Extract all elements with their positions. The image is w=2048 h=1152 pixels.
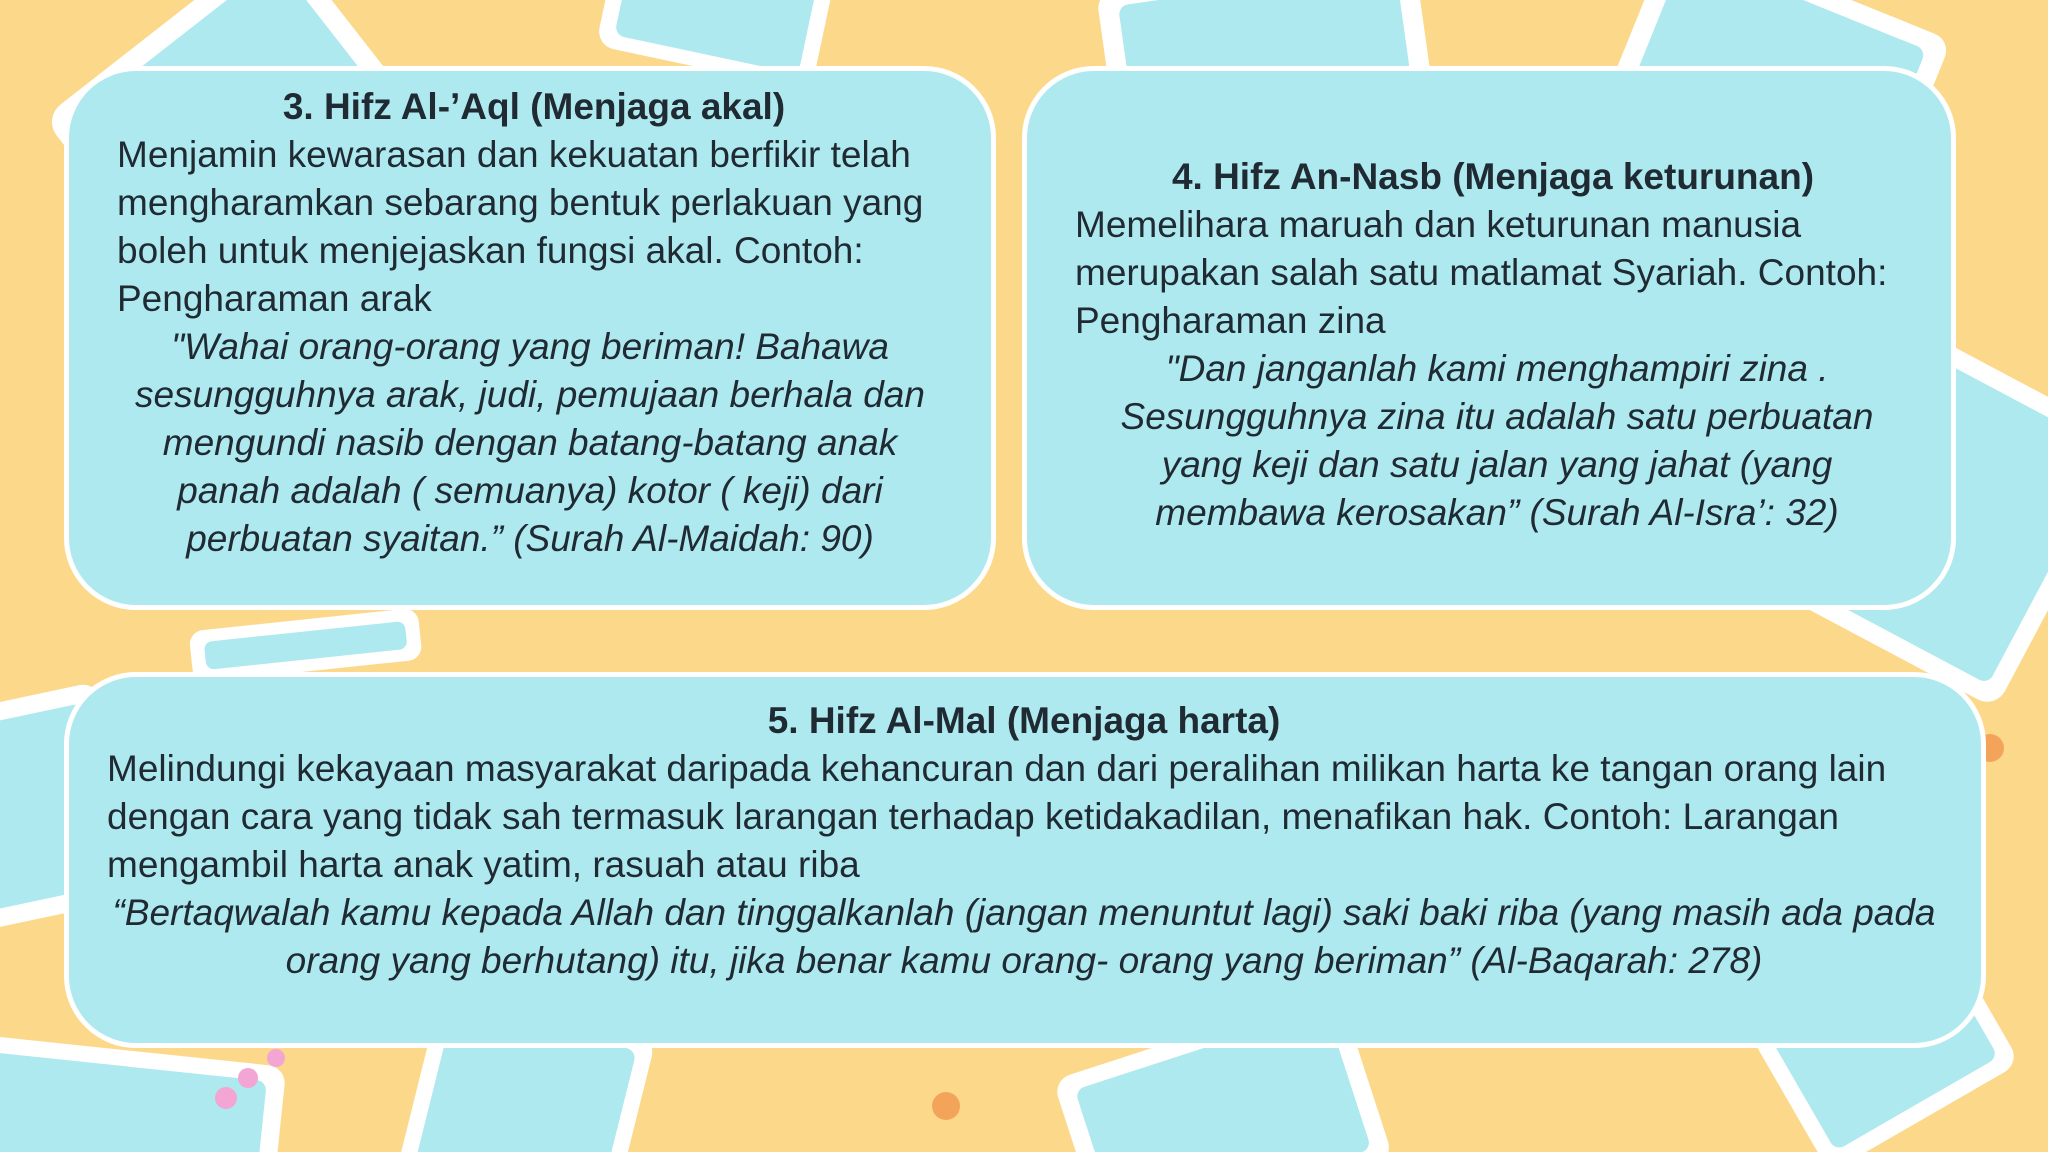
card-hifz-al-mal (64, 672, 1986, 1048)
pink-dot-1 (215, 1087, 237, 1109)
card-hifz-al-aql (64, 66, 996, 610)
orange-dot-bottom (932, 1092, 960, 1120)
card-quote: "Dan janganlah kami menghampiri zina . Sesungguhnya zina itu adalah satu perbuatan yang keji dan satu jalan yang jahat (yang membawa kerosakan” (Surah Al-Isra’: 32) (1120, 348, 1874, 533)
pink-dot-3 (267, 1049, 285, 1067)
card-heading: 5. Hifz Al-Mal (Menjaga harta) (767, 700, 1281, 741)
card-body: Melindungi kekayaan masyarakat daripada kehancuran dan dari peralihan milikan harta ke tangan orang lain dengan cara yang tidak sah termasuk larangan terhadap ketidakadilan, menafikan hak. Contoh: Larangan mengambil harta anak yatim, rasuah atau riba (107, 748, 1887, 885)
card-hifz-an-nasb (1022, 66, 1956, 610)
card-quote: “Bertaqwalah kamu kepada Allah dan tinggalkanlah (jangan menuntut lagi) saki baki riba (yang masih ada pada orang yang berhutang) itu, jika benar kamu orang- orang yang beriman” (Al-Baqarah: 278) (112, 892, 1936, 981)
pink-dot-2 (238, 1068, 258, 1088)
device-shape-bottom-left (0, 1034, 286, 1152)
card-body: Memelihara maruah dan keturunan manusia merupakan salah satu matlamat Syariah. Contoh: Pengharaman zina (1075, 204, 1888, 341)
card-heading: 3. Hifz Al-’Aql (Menjaga akal) (282, 86, 786, 127)
card-quote: "Wahai orang-orang yang beriman! Bahawa sesungguhnya arak, judi, pemujaan berhala dan mengundi nasib dengan batang-batang anak panah adalah ( semuanya) kotor ( keji) dari perbuatan syaitan.” (Surah Al-Maidah: 90) (135, 326, 925, 559)
card-body: Menjamin kewarasan dan kekuatan berfikir telah mengharamkan sebarang bentuk perlakuan yang boleh untuk menjejaskan fungsi akal. Contoh: Pengharaman arak (117, 134, 924, 319)
card-heading: 4. Hifz An-Nasb (Menjaga keturunan) (1171, 156, 1815, 197)
